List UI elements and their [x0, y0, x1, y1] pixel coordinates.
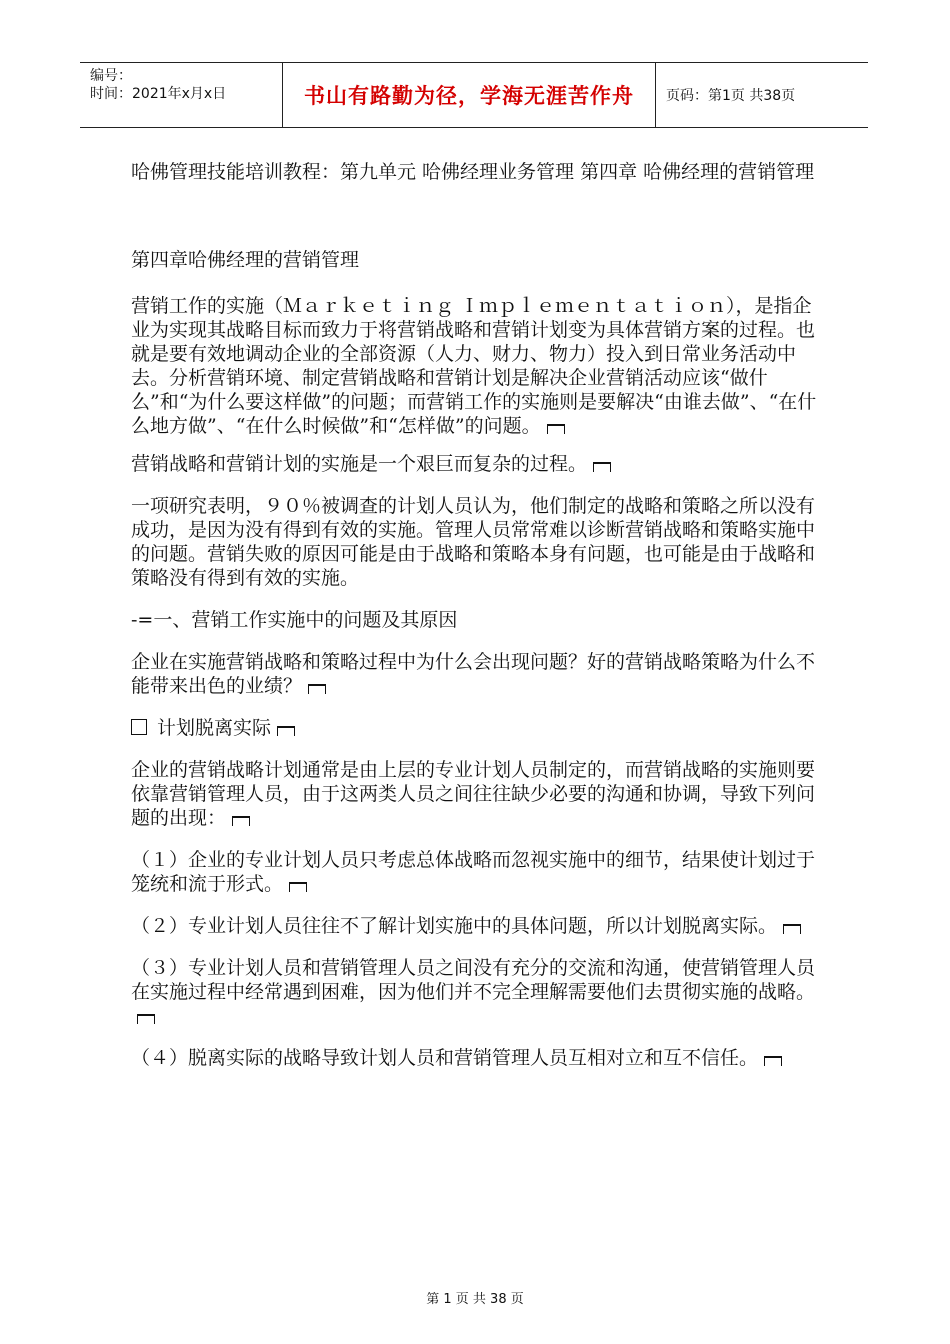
time-label: 时间：2021年x月x日: [90, 86, 227, 102]
list-item: （２）专业计划人员往往不了解计划实施中的具体问题，所以计划脱离实际。: [131, 914, 821, 938]
page-footer: 第 1 页 共 38 页: [426, 1292, 524, 1307]
return-mark-icon: [289, 882, 307, 892]
list-item: （４）脱离实际的战略导致计划人员和营销管理人员互相对立和互不信任。: [131, 1046, 821, 1070]
bullet-item: 计划脱离实际: [131, 716, 821, 740]
section-heading: -=一、营销工作实施中的问题及其原因: [131, 609, 458, 631]
checkbox-icon: [131, 719, 147, 735]
return-mark-icon: [593, 462, 611, 472]
document-title: 哈佛管理技能培训教程：第九单元 哈佛经理业务管理 第四章 哈佛经理的营销管理: [131, 161, 815, 183]
return-mark-icon: [308, 684, 326, 694]
paragraph-implementation: 营销工作的实施（Ｍａｒｋｅｔｉｎｇ Ｉｍｐｌｅｍｅｎｔａｔｉｏｎ），是指企业为实现其战略目标而致力于将营销战略和营销计划变为具体营销方案的过程。也就是要有效地调动企业的全部资源（人力、财力、物力）投入到日常业务活动中去。分析营销环境、制定营销战略和营销计划是解决企业营销活动应该“做什么”和“为什么要这样做”的问题；而营销工作的实施则是要解决“由谁去做”、“在什么地方做”、“在什么时候做”和“怎样做”的问题。: [131, 295, 817, 437]
return-mark-icon: [783, 924, 801, 934]
document-header: [80, 62, 868, 128]
list-item: （１）企业的专业计划人员只考虑总体战略而忽视实施中的细节，结果使计划过于笼统和流于形式。: [131, 849, 816, 895]
paragraph-complexity: 营销战略和营销计划的实施是一个艰巨而复杂的过程。: [131, 452, 821, 476]
return-mark-icon: [277, 726, 295, 736]
paragraph-planning: 企业的营销战略计划通常是由上层的专业计划人员制定的，而营销战略的实施则要依靠营销管理人员，由于这两类人员之间往往缺少必要的沟通和协调，导致下列问题的出现：: [131, 759, 816, 829]
return-mark-icon: [547, 424, 565, 434]
motto: 书山有路勤为径，学海无涯苦作舟: [282, 63, 656, 127]
return-mark-icon: [232, 816, 250, 826]
number-label: 编号：: [90, 68, 132, 84]
document-body: [131, 160, 821, 1070]
return-mark-icon: [137, 1014, 155, 1024]
paragraph-research: 一项研究表明，９０％被调查的计划人员认为，他们制定的战略和策略之所以没有成功，是因为没有得到有效的实施。管理人员常常难以诊断营销战略和策略实施中的问题。营销失败的原因可能是由于战略和策略本身有问题，也可能是由于战略和策略没有得到有效的实施。: [131, 495, 816, 589]
header-left-cell: [80, 63, 282, 127]
page-info: 页码：第1页 共38页: [666, 88, 796, 104]
chapter-heading: 第四章哈佛经理的营销管理: [131, 249, 360, 271]
return-mark-icon: [764, 1056, 782, 1066]
paragraph-question: 企业在实施营销战略和策略过程中为什么会出现问题？好的营销战略策略为什么不能带来出色的业绩？: [131, 651, 816, 697]
list-item: （３）专业计划人员和营销管理人员之间没有充分的交流和沟通，使营销管理人员在实施过程中经常遇到困难，因为他们并不完全理解需要他们去贯彻实施的战略。: [131, 956, 821, 1028]
